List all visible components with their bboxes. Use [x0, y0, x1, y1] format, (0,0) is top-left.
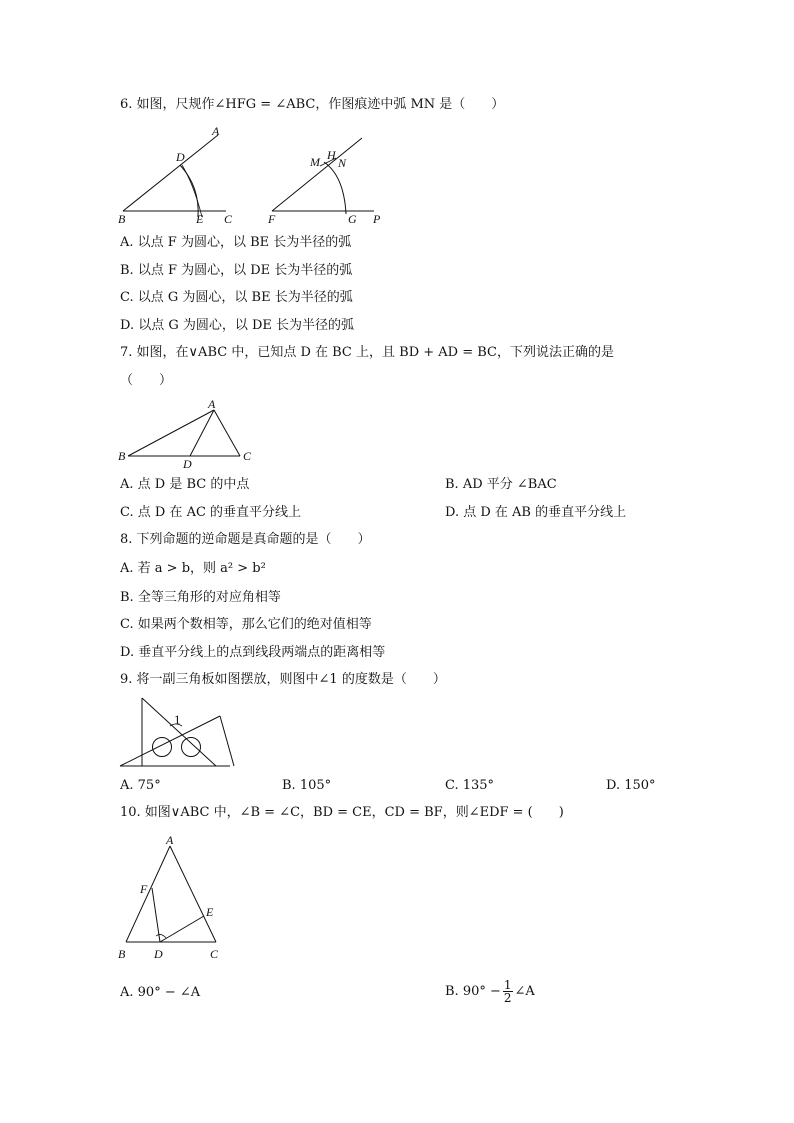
q9-option-d: D. 150°: [606, 778, 656, 793]
q7-label-A: A: [208, 397, 216, 411]
q10-label-D: D: [154, 947, 163, 961]
q10-label-E: E: [206, 905, 214, 919]
q6-label-G: G: [348, 212, 357, 226]
q6-label-P: P: [373, 212, 381, 226]
q6-stem: 6. 如图，尺规作∠HFG = ∠ABC，作图痕迹中弧 MN 是（ ）: [120, 97, 505, 112]
q6-label-H: H: [327, 148, 336, 162]
q6-option-a: A. 以点 F 为圆心，以 BE 长为半径的弧: [120, 235, 352, 250]
q9-option-b: B. 105°: [282, 778, 332, 793]
q8-stem: 8. 下列命题的逆命题是真命题的是（ ）: [120, 532, 371, 547]
q6-figure-right: [266, 130, 396, 225]
q6-label-M: M: [310, 155, 320, 169]
q7-option-d: D. 点 D 在 AB 的垂直平分线上: [445, 505, 627, 520]
q7-option-b: B. AD 平分 ∠BAC: [445, 477, 557, 492]
q10-label-B: B: [118, 947, 126, 961]
q7-option-a: A. 点 D 是 BC 的中点: [120, 477, 250, 492]
q8-option-c: C. 如果两个数相等，那么它们的绝对值相等: [120, 617, 372, 632]
q6-label-F: F: [268, 212, 276, 226]
q9-option-c: C. 135°: [445, 778, 495, 793]
q9-figure: [118, 696, 243, 770]
q8-option-b: B. 全等三角形的对应角相等: [120, 590, 281, 605]
q10-label-C: C: [210, 947, 219, 961]
q9-option-a: A. 75°: [120, 778, 161, 793]
q6-option-b: B. 以点 F 为圆心，以 DE 长为半径的弧: [120, 263, 353, 278]
q8-option-d: D. 垂直平分线上的点到线段两端点的距离相等: [120, 645, 386, 660]
q10-stem: 10. 如图∨ABC 中，∠B = ∠C，BD = CE，CD = BF，则∠EDF = ( ): [120, 805, 564, 820]
q10-option-b: [445, 975, 535, 1009]
q6-option-d: D. 以点 G 为圆心，以 DE 长为半径的弧: [120, 318, 355, 333]
q10-option-a: A. 90° − ∠A: [120, 985, 201, 1000]
q10-fraction-denominator: 2: [503, 991, 512, 1005]
q7-figure: [118, 398, 268, 470]
q9-stem: 9. 将一副三角板如图摆放，则图中∠1 的度数是（ ）: [120, 672, 446, 687]
q7-label-D: D: [183, 457, 192, 471]
q7-label-C: C: [243, 449, 252, 463]
q6-label-C: C: [224, 212, 233, 226]
q9-angle-label: 1: [174, 712, 181, 727]
q6-label-A: A: [212, 124, 220, 138]
q7-label-B: B: [118, 449, 126, 463]
q7-option-c: C. 点 D 在 AC 的垂直平分线上: [120, 505, 302, 520]
q10-figure: [116, 832, 236, 962]
q7-stem: 7. 如图，在∨ABC 中，已知点 D 在 BC 上，且 BD + AD = BC，下列说法正确的是: [120, 345, 614, 360]
q10-option-b-fraction: [503, 979, 513, 1004]
q10-option-b-suffix: ∠A: [514, 984, 535, 999]
q6-figure-left: [118, 125, 248, 225]
q6-label-E: E: [196, 212, 204, 226]
q8-option-a: A. 若 a > b，则 a² > b²: [120, 561, 266, 576]
q6-label-D: D: [176, 150, 185, 164]
q10-label-F: F: [140, 882, 148, 896]
q10-option-b-prefix: B. 90° −: [445, 984, 501, 999]
q10-fraction-numerator: 1: [503, 978, 512, 992]
q6-label-B: B: [118, 212, 126, 226]
q6-option-c: C. 以点 G 为圆心，以 BE 长为半径的弧: [120, 290, 353, 305]
q7-stem-cont: （ ）: [120, 373, 173, 388]
q6-label-N: N: [338, 156, 347, 170]
q10-label-A: A: [166, 833, 174, 847]
